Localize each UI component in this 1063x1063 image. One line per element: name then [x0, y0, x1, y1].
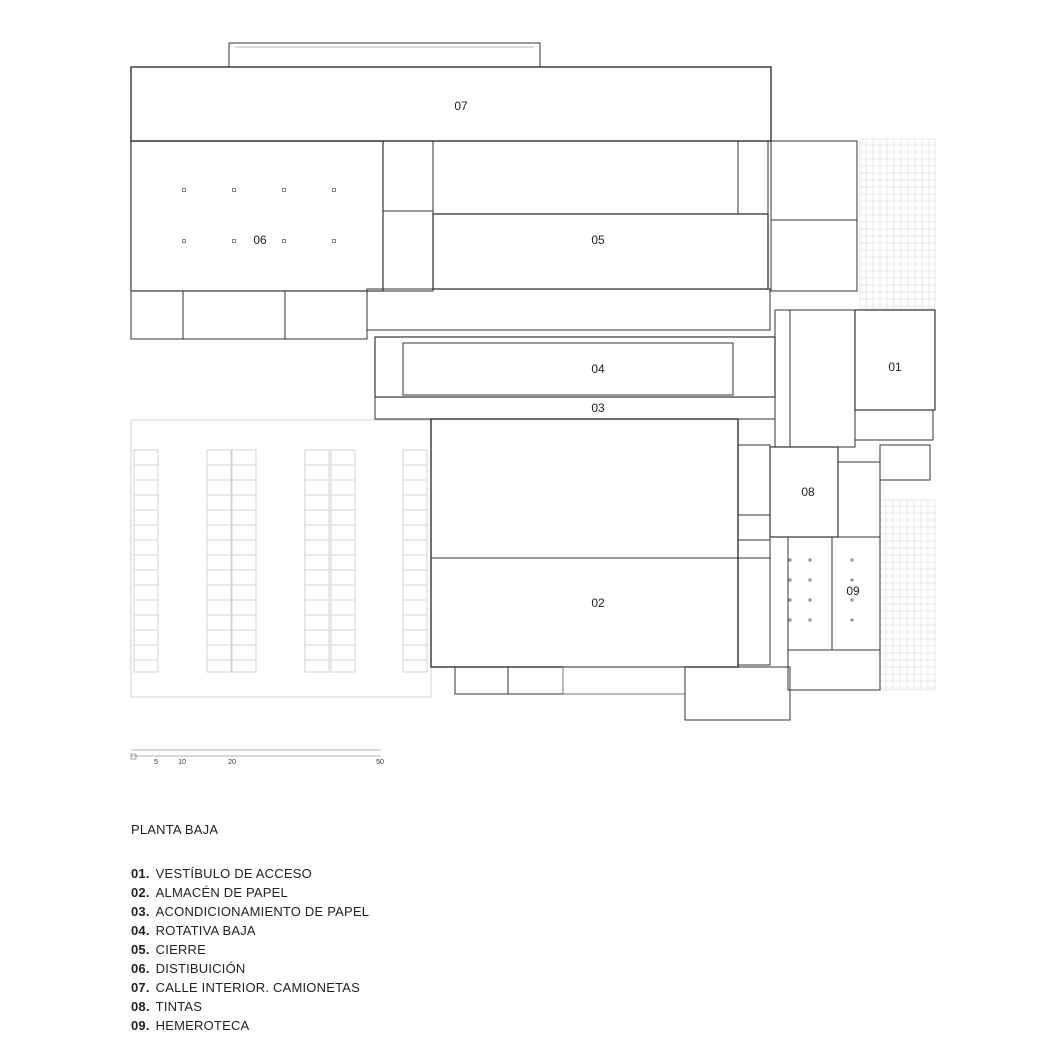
legend [131, 822, 369, 1035]
paving-area [880, 500, 935, 690]
legend-item [131, 959, 369, 978]
legend-item-text: DISTIBUICIÓN [155, 961, 246, 976]
exterior-paving-grid [860, 139, 935, 690]
column-marker [233, 189, 236, 192]
column-marker [809, 599, 811, 601]
legend-item-text: TINTAS [155, 999, 203, 1014]
column-marker [183, 240, 186, 243]
legend-item-text: ALMACÉN DE PAPEL [155, 885, 288, 900]
column-marker [233, 240, 236, 243]
room-label-08: 08 [801, 485, 815, 499]
parking-column [134, 450, 158, 672]
paving-area [860, 139, 935, 309]
room-label-05: 05 [591, 233, 605, 247]
legend-title: PLANTA BAJA [131, 822, 219, 837]
legend-item [131, 864, 369, 883]
legend-item-number: 08. [131, 999, 150, 1014]
parking-column [232, 450, 256, 672]
column-marker [283, 189, 286, 192]
legend-item-number: 05. [131, 942, 150, 957]
legend-item [131, 1016, 369, 1035]
legend-item-text: CALLE INTERIOR. CAMIONETAS [155, 980, 360, 995]
legend-list [131, 864, 369, 1035]
column-marker [333, 189, 336, 192]
legend-item [131, 883, 369, 902]
legend-item [131, 997, 369, 1016]
legend-item-number: 04. [131, 923, 150, 938]
parking-column [305, 450, 329, 672]
column-marker [333, 240, 336, 243]
column-marker [851, 579, 853, 581]
column-markers [183, 189, 854, 622]
building-outline [131, 43, 935, 720]
legend-item-text: CIERRE [155, 942, 206, 957]
column-marker [283, 240, 286, 243]
column-marker [851, 619, 853, 621]
room-label-09: 09 [846, 584, 860, 598]
parking-column [331, 450, 355, 672]
legend-item-text: HEMEROTECA [155, 1018, 250, 1033]
room-label-01: 01 [888, 360, 902, 374]
column-marker [809, 619, 811, 621]
parking-column [403, 450, 427, 672]
parking-stalls [131, 420, 431, 697]
room-labels [253, 99, 902, 610]
column-marker [789, 619, 791, 621]
scale-tick-20: 20 [228, 759, 236, 766]
column-marker [789, 579, 791, 581]
legend-item [131, 902, 369, 921]
legend-item-number: 09. [131, 1018, 150, 1033]
column-marker [183, 189, 186, 192]
scale-tick-10: 10 [178, 759, 186, 766]
legend-item-number: 03. [131, 904, 150, 919]
scale-bar [131, 750, 384, 766]
legend-item-number: 06. [131, 961, 150, 976]
column-marker [789, 599, 791, 601]
legend-item-number: 01. [131, 866, 150, 881]
legend-item-text: ROTATIVA BAJA [155, 923, 256, 938]
legend-item-text: ACONDICIONAMIENTO DE PAPEL [155, 904, 370, 919]
column-marker [851, 599, 853, 601]
room-label-06: 06 [253, 233, 267, 247]
scale-tick-50: 50 [376, 759, 384, 766]
legend-item [131, 940, 369, 959]
legend-item-text: VESTÍBULO DE ACCESO [155, 866, 312, 881]
legend-item-number: 07. [131, 980, 150, 995]
column-marker [809, 559, 811, 561]
legend-item-number: 02. [131, 885, 150, 900]
column-marker [851, 559, 853, 561]
column-marker [789, 559, 791, 561]
legend-item [131, 978, 369, 997]
room-label-07: 07 [454, 99, 468, 113]
room-label-02: 02 [591, 596, 605, 610]
scale-tick-5: 5 [154, 759, 158, 766]
room-label-03: 03 [591, 401, 605, 415]
parking-column [207, 450, 231, 672]
legend-item [131, 921, 369, 940]
column-marker [809, 579, 811, 581]
room-label-04: 04 [591, 362, 605, 376]
